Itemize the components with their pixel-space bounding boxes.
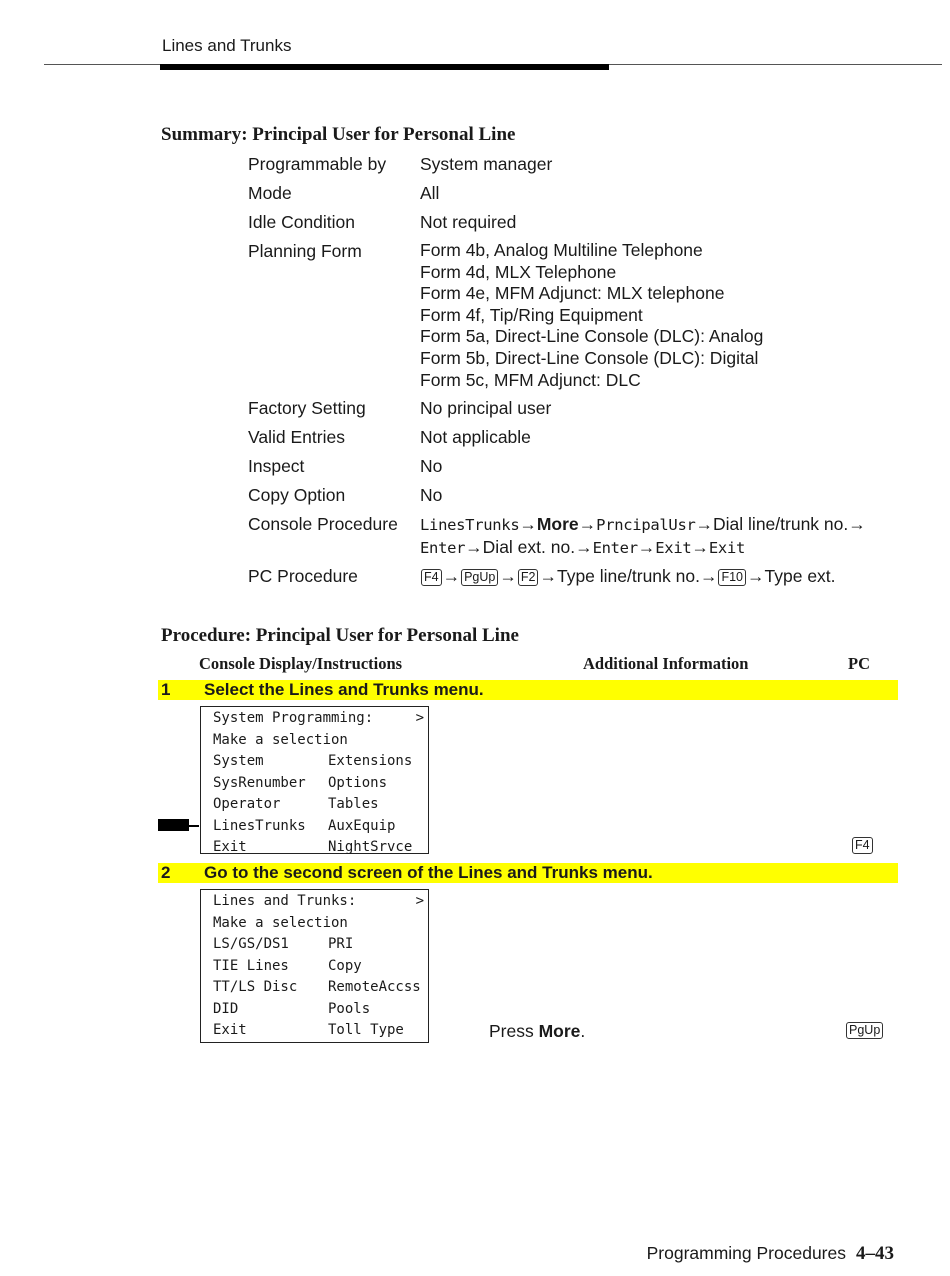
console-step-enter: Enter [592,539,638,558]
screen-option-system: System [213,753,264,769]
summary-row-idle-condition [248,211,866,234]
summary-row-pc-procedure [248,565,866,588]
summary-value: System manager [420,154,553,174]
console-procedure-value [420,513,866,559]
key-pgup-icon: PgUp [461,569,498,586]
key-f2-icon: F2 [518,569,539,586]
pc-key-cell [845,1022,884,1040]
summary-row-console-procedure [248,513,866,559]
screen-option-exit: Exit [213,1022,247,1038]
summary-row-programmable-by [248,153,866,176]
key-f10-icon: F10 [718,569,746,586]
key-f4-icon: F4 [852,837,873,854]
pc-step-type-line: Type line/trunk no. [556,566,700,587]
pc-procedure-value [420,565,866,588]
column-header-console: Console Display/Instructions [199,654,403,673]
screen-line: Make a selection [213,914,348,931]
console-step-linestrunks: LinesTrunks [420,516,520,535]
summary-value: Not applicable [420,427,531,448]
screen-option-sysrenumber: SysRenumber [213,774,306,791]
procedure-title: Procedure: Principal User for Personal Line [161,625,519,646]
arrow-right-icon: → [442,566,461,587]
screen-option-pri: PRI [328,936,354,952]
summary-value: No [420,456,443,477]
arrow-right-icon: → [575,537,593,558]
summary-value: Not required [420,212,517,232]
summary-row-inspect [248,455,866,478]
footer-section: Programming Procedures [646,1243,846,1263]
console-step-exit: Exit [655,539,692,558]
summary-label: Programmable by [248,154,387,174]
console-step-more: More [536,514,579,535]
summary-label: Console Procedure [248,514,398,535]
arrow-right-icon: → [747,566,765,587]
screen-option-toll-type: Toll Type [328,1022,404,1038]
summary-table [248,153,866,594]
pc-step-type-ext: Type ext. [764,566,836,587]
step-number: 2 [161,863,171,882]
running-head: Lines and Trunks [162,36,292,55]
info-text: Press [489,1021,539,1041]
column-header-additional: Additional Information [583,654,749,673]
screen-line: Make a selection [213,731,348,748]
screen-option-pools: Pools [328,1000,371,1017]
screen-line: Lines and Trunks: [213,893,357,909]
console-step-prncipalusr: PrncipalUsr [596,516,696,535]
arrow-right-icon: → [637,537,656,558]
planning-form-item: Form 4d, MLX Telephone [420,261,617,282]
summary-label: Valid Entries [248,427,345,448]
key-pgup-icon: PgUp [846,1022,883,1039]
screen-option-linestrunks: LinesTrunks [213,817,306,834]
planning-form-item: Form 5c, MFM Adjunct: DLC [420,369,641,390]
console-step-exit: Exit [708,539,746,558]
pc-key-cell [851,837,874,855]
planning-form-item: Form 5a, Direct-Line Console (DLC): Analog [420,326,764,347]
step-1-banner [158,680,898,700]
screen-option-nightsrvce: NightSrvce [328,839,413,855]
console-screen-2 [200,889,429,1043]
planning-form-list [420,240,866,391]
summary-label: Inspect [248,456,305,477]
screen-option-operator: Operator [213,796,281,812]
summary-label: Planning Form [248,241,362,261]
info-text: . [580,1021,586,1041]
step-instruction: Select the Lines and Trunks menu. [204,680,484,699]
arrow-right-icon: → [465,537,483,558]
arrow-right-icon: → [519,514,537,535]
step-2-banner [158,863,898,883]
summary-value: No [420,485,443,506]
arrow-right-icon: → [691,537,709,558]
planning-form-item: Form 4f, Tip/Ring Equipment [420,304,643,325]
key-f4-icon: F4 [421,569,442,586]
console-step-enter: Enter [420,539,466,558]
screen-option-ls-gs-ds1: LS/GS/DS1 [213,936,289,952]
console-screen-1 [200,706,429,854]
arrow-right-icon: → [578,514,597,535]
screen-option-tables: Tables [328,796,379,812]
summary-value: All [420,183,440,203]
screen-line: System Programming: [213,710,374,726]
page-footer [647,1243,894,1265]
screen-option-options: Options [328,774,388,791]
console-step-dial-line: Dial line/trunk no. [713,514,849,535]
screen-option-exit: Exit [213,839,247,855]
summary-title: Summary: Principal User for Personal Line [161,124,516,145]
summary-row-mode [248,182,866,205]
summary-label: PC Procedure [248,566,358,587]
selection-pointer-line [189,825,199,827]
screen-option-copy: Copy [328,957,362,974]
planning-form-item: Form 5b, Direct-Line Console (DLC): Digital [420,347,759,368]
more-indicator-icon: > [415,893,424,909]
screen-option-remoteaccss: RemoteAccss [328,979,421,995]
summary-row-valid-entries [248,426,866,449]
arrow-right-icon: → [539,566,557,587]
screen-option-did: DID [213,1000,239,1017]
screen-option-extensions: Extensions [328,753,413,769]
summary-row-planning-form [248,240,866,391]
arrow-right-icon: → [695,514,714,535]
summary-label: Idle Condition [248,212,356,232]
summary-row-factory-setting [248,397,866,420]
console-step-dial-ext: Dial ext. no. [482,537,576,558]
arrow-right-icon: → [499,566,517,587]
arrow-right-icon: → [848,514,866,535]
arrow-right-icon: → [699,566,718,587]
column-header-pc: PC [848,654,870,673]
summary-value: No principal user [420,398,552,419]
summary-label: Factory Setting [248,398,366,419]
additional-info-press-more [489,1021,585,1042]
step-number: 1 [161,680,171,699]
screen-option-tt-ls-disc: TT/LS Disc [213,979,298,995]
header-rule-bold [160,64,609,70]
summary-label: Mode [248,183,292,203]
summary-label: Copy Option [248,485,346,506]
selection-pointer-icon [158,819,189,831]
step-instruction: Go to the second screen of the Lines and Trunks menu. [204,863,653,882]
screen-option-auxequip: AuxEquip [328,817,396,834]
screen-option-tie-lines: TIE Lines [213,957,289,974]
more-indicator-icon: > [415,710,424,726]
info-key-more: More [538,1021,581,1041]
page-number: 4–43 [856,1243,894,1264]
planning-form-item: Form 4e, MFM Adjunct: MLX telephone [420,283,725,304]
planning-form-item: Form 4b, Analog Multiline Telephone [420,240,703,260]
summary-row-copy-option [248,484,866,507]
